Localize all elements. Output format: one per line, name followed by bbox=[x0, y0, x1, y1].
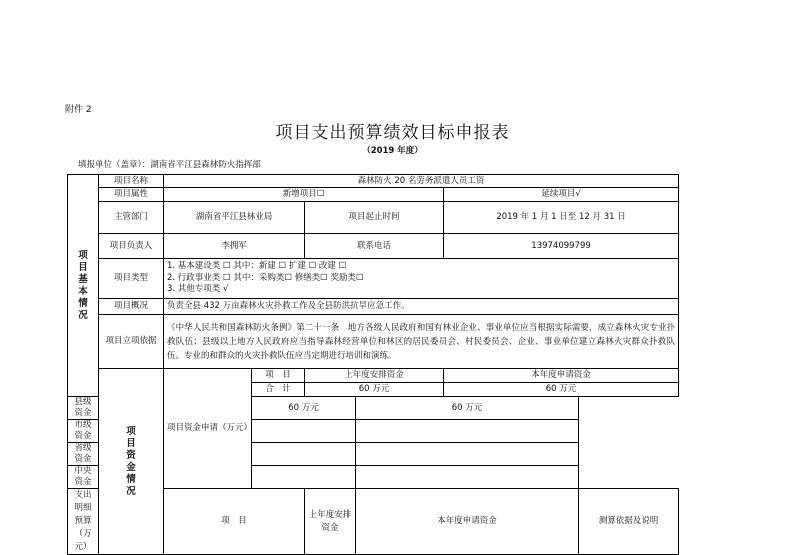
period-label: 项目起止时间 bbox=[305, 202, 444, 234]
fund-row-last bbox=[252, 443, 356, 466]
overview-value: 负责全县 432 万亩森林火灾扑救工作及全县防洪抗旱应急工作。 bbox=[164, 299, 679, 315]
type-option-line: 1. 基本建设类 ☐ 其中：新建 ☐ 扩建 ☐ 改建 ☐ bbox=[167, 261, 347, 272]
period-value: 2019 年 1 月 1 日至 12 月 31 日 bbox=[444, 202, 679, 234]
section-funds: 项 目 资 金 情 况 bbox=[99, 369, 164, 555]
fund-row-item: 省级资金 bbox=[68, 443, 99, 466]
fund-row-this bbox=[356, 443, 579, 466]
fund-row-last bbox=[252, 466, 356, 489]
leader-label: 项目负责人 bbox=[99, 234, 164, 259]
fund-row-last bbox=[252, 420, 356, 443]
annex-label: 附件 2 bbox=[65, 105, 92, 115]
dept-label: 主管部门 bbox=[99, 202, 164, 234]
fund-row-this bbox=[356, 466, 579, 489]
section-basic-info: 项 目 基 本 情 况 bbox=[68, 175, 99, 397]
fund-row-item: 市级资金 bbox=[68, 420, 99, 443]
fund-row-item: 中央资金 bbox=[68, 466, 99, 489]
fund-row-this: 60 万元 bbox=[444, 383, 679, 397]
project-type-options bbox=[164, 259, 679, 299]
reporting-unit: 填报单位（盖章）：湖南省平江县森林防火指挥部 bbox=[78, 160, 261, 170]
basis-value: 《中华人民共和国森林防火条例》第二十一条 地方各级人民政府和国有林业企业、事业单位应当根据实际需要，成立森林火灾专业扑救队伍；县级以上地方人民政府应当指导森林经营单位和林区的居民委员会、村民委员会、企业、事业单位建立森林火灾群众扑救队伍。专业的和群众的火灾扑救队伍应当定期进行培训和演练。 bbox=[164, 315, 679, 369]
phone-value: 13974099799 bbox=[444, 234, 679, 259]
overview-label: 项目概况 bbox=[99, 299, 164, 315]
project-name-label: 项目名称 bbox=[99, 175, 164, 188]
fund-row-item: 县级资金 bbox=[68, 397, 99, 420]
fund-row-last: 60 万元 bbox=[305, 383, 444, 397]
dept-value: 湖南省平江县林业局 bbox=[164, 202, 305, 234]
fund-apply-label: 项目资金申请（万元） bbox=[164, 369, 252, 489]
project-attr-new: 新增项目☐ bbox=[164, 188, 444, 202]
fund-row-item: 合 计 bbox=[252, 383, 305, 397]
fund-col-item: 项 目 bbox=[252, 369, 305, 383]
fund-col-last: 上年度安排资金 bbox=[305, 369, 444, 383]
detail-col-this: 本年度申请资金 bbox=[356, 489, 579, 555]
project-attr-continue: 延续项目√ bbox=[444, 188, 679, 202]
fund-col-this: 本年度申请资金 bbox=[444, 369, 679, 383]
type-option-line: 3. 其他专项类 √ bbox=[167, 284, 229, 295]
detail-budget-label: 支出明细预算（万元） bbox=[68, 489, 99, 555]
page-title: 项目支出预算绩效目标申报表 bbox=[275, 123, 510, 143]
project-name-value: 森林防火 20 名劳务派遣人员工资 bbox=[164, 175, 679, 188]
fund-row-this: 60 万元 bbox=[356, 397, 579, 420]
year-label: （2019 年度） bbox=[362, 146, 423, 156]
type-option-line: 2. 行政事业类 ☐ 其中：采购类☐ 修缮类☐ 奖励类☐ bbox=[167, 272, 364, 283]
leader-value: 李拥军 bbox=[164, 234, 305, 259]
budget-form-table bbox=[67, 174, 679, 555]
project-type-label: 项目类型 bbox=[99, 259, 164, 299]
detail-col-basis: 测算依据及说明 bbox=[579, 489, 679, 555]
project-attr-label: 项目属性 bbox=[99, 188, 164, 202]
fund-row-this bbox=[356, 420, 579, 443]
basis-label: 项目立项依据 bbox=[99, 315, 164, 369]
detail-col-item: 项 目 bbox=[164, 489, 305, 555]
fund-row-last: 60 万元 bbox=[252, 397, 356, 420]
phone-label: 联系电话 bbox=[305, 234, 444, 259]
detail-col-last: 上年度安排资金 bbox=[305, 489, 356, 555]
